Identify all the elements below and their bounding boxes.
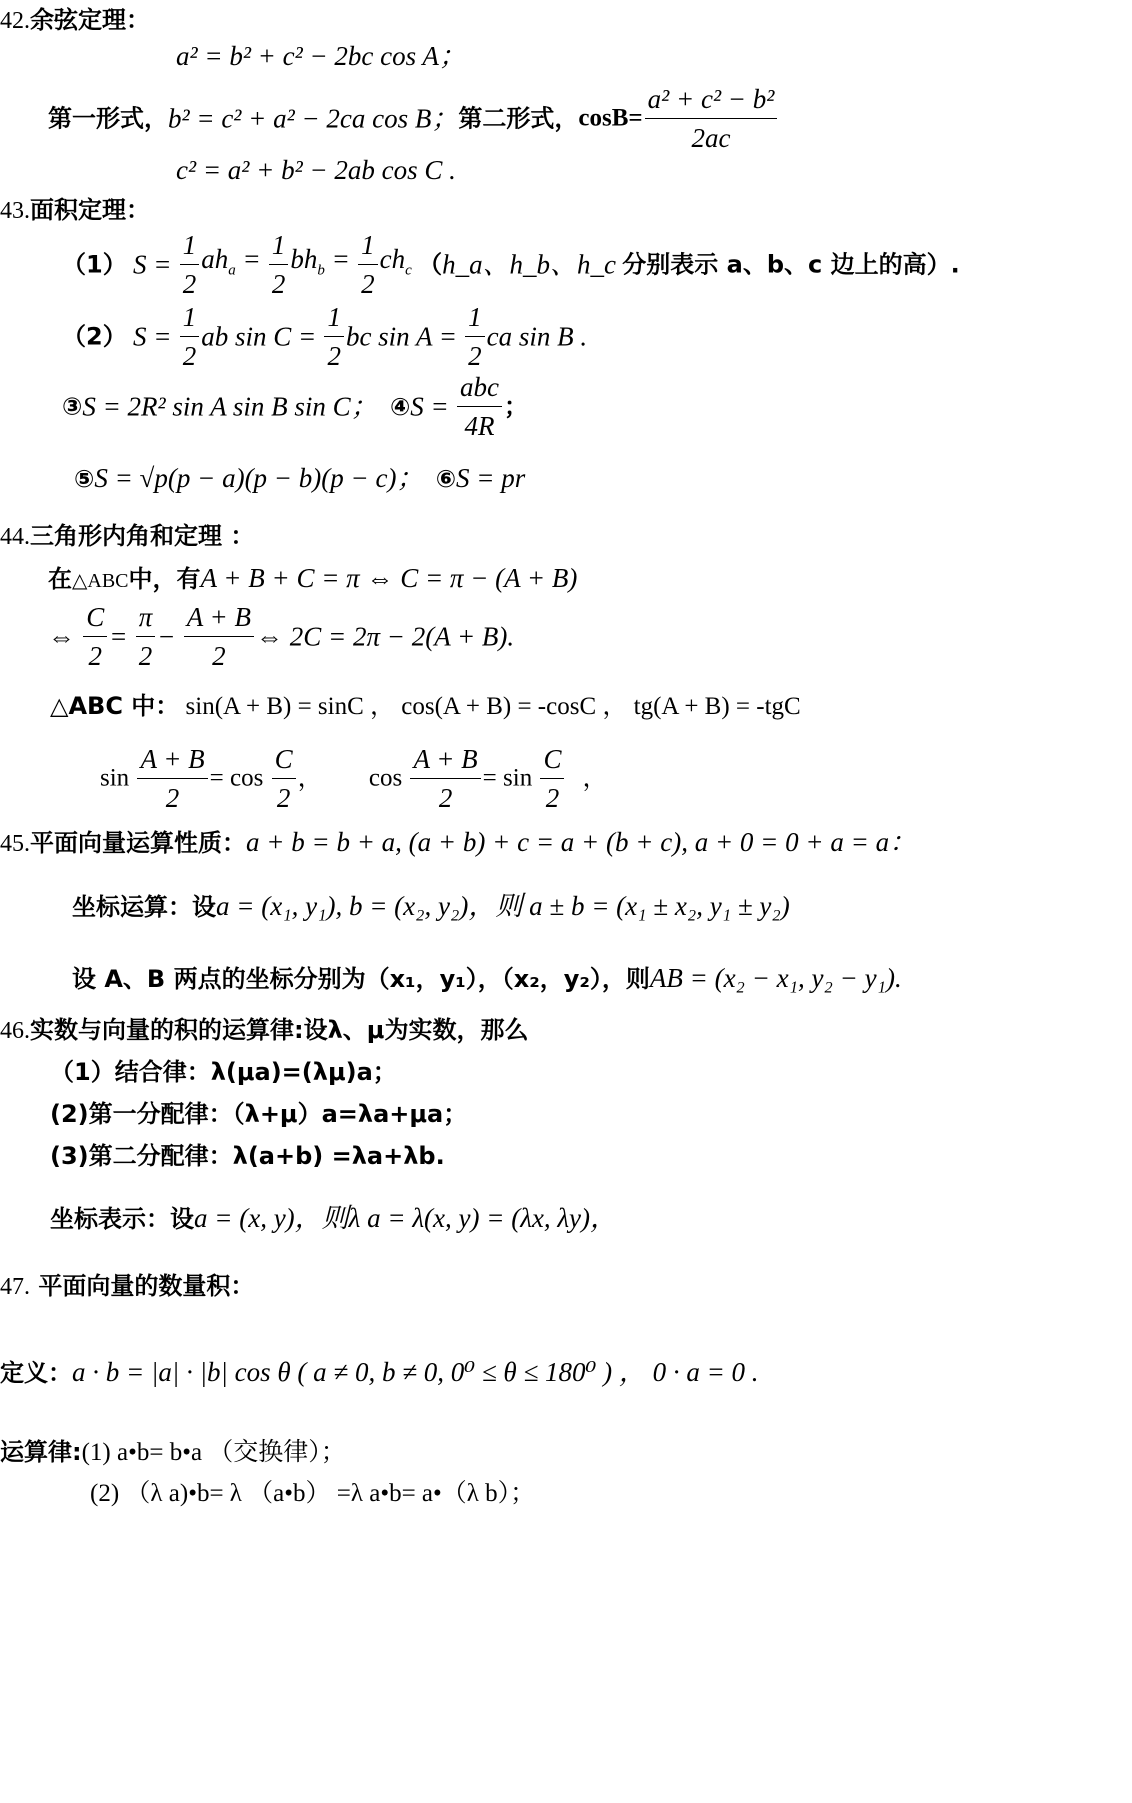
- points-label: 设 A、B 两点的坐标分别为（x₁，y₁），（x₂，y₂），则: [72, 965, 650, 993]
- angle-sum-line-3: [50, 690, 801, 723]
- coord-math: a = (x₁, y₁), b = (x₂, y₂)，则 a ± b = (x₁ ± x₂, y₁ ± y₂): [216, 891, 790, 921]
- section-45-heading: [0, 826, 916, 860]
- area-formula-2: （2） S = $\frac{1}{2}$ ab sin C = $\frac{1}{2}$ bc sin A = $\frac{1}{2}$ ca sin B .: [62, 298, 587, 374]
- fraction-numerator: abc: [457, 368, 502, 407]
- cosB-label: cosB=: [578, 104, 643, 132]
- fraction-denominator: 2: [276, 783, 291, 813]
- area-formula-3-4: ③S = 2R² sin A sin B sin C； ④S = $\frac{\text{abc}}{4R}$ ；: [62, 368, 528, 448]
- form2-label: 第二形式，: [458, 104, 579, 133]
- cosine-law-b-row: [48, 80, 779, 153]
- item-label: （1）: [62, 250, 127, 279]
- angle-sum-end: ⇔ 2C = 2π − 2(A + B).: [255, 621, 515, 652]
- points-math: AB = (x₂ − x₁, y₂ − y₁).: [649, 963, 902, 993]
- scalar-coord-representation: [50, 1202, 617, 1236]
- section-44-heading: [0, 520, 254, 553]
- law-label: 运算律:: [0, 1438, 82, 1466]
- cosine-law-c: c² = a² + b² − 2ab cos C .: [176, 155, 456, 185]
- cos-label: cos: [368, 764, 403, 792]
- section-number: 46.: [0, 1018, 30, 1044]
- area-formula-5-6: [74, 462, 525, 496]
- area-formula-6: S = pr: [456, 463, 526, 493]
- section-number: 43.: [0, 198, 30, 224]
- angle-sum-line-4: sin $\frac{A + B}{2}$ = cos $\frac{C}{2}$ ， cos $\frac{A + B}{2}$ = sin $\frac{C}{2}$ ，: [100, 740, 607, 820]
- heights-text: 分别表示 a、b、c 边上的高）.: [622, 250, 960, 279]
- area-formula-1: （1） S = $\frac{1}{2}$ $ah_a$ = $\frac{1}{2}$ $bh_b$ = $\frac{1}{2}$ $ch_c$ （h_a、h_b、h_c 分别表示 a、b、c 边上的高）.: [62, 226, 960, 302]
- cosine-law-a: a² = b² + c² − 2bc cos A；: [176, 41, 466, 71]
- fraction-numerator: a² + c² − b²: [645, 80, 778, 119]
- fraction-numerator: C: [272, 740, 296, 779]
- vector-properties: a + b = b + a, (a + b) + c = a + (b + c), a + 0 = 0 + a = a：: [246, 827, 917, 857]
- item-label: ⑥: [435, 465, 457, 493]
- cosine-law-b: b² = c² + a² − 2ca cos B；: [168, 103, 459, 134]
- herons-formula: S = √p(p − a)(p − b)(p − c)；: [94, 463, 424, 493]
- item-label: ⑤: [74, 465, 95, 493]
- section-42-heading: [0, 4, 150, 37]
- form1-label: 第一形式，: [48, 104, 168, 133]
- coord-math: a = (x, y)，则λ a = λ(x, y) = (λx, λy)，: [194, 1203, 618, 1233]
- section-title: 实数与向量的积的运算律:设λ、μ为实数，那么: [30, 1016, 529, 1044]
- section-number: 42.: [0, 8, 30, 34]
- fraction-denominator: 2: [165, 783, 180, 813]
- item-label: （2）: [62, 322, 127, 351]
- section-title: 平面向量运算性质：: [30, 829, 246, 857]
- section-title: 平面向量的数量积：: [38, 1272, 255, 1300]
- vector-AB-coords: [72, 962, 902, 996]
- note-open: （: [418, 250, 443, 279]
- def-math: a · b = |a| · |b| cos θ ( a ≠ 0, b ≠ 0, 0⁰ ≤ θ ≤ 180⁰ ) ， 0 · a = 0 .: [72, 1357, 759, 1387]
- fraction-denominator: 2ac: [691, 123, 731, 153]
- section-number: 44.: [0, 524, 30, 550]
- heights-note: h_a、h_b、h_c: [442, 249, 617, 280]
- vector-coord-operation: [72, 890, 790, 924]
- dot-product-definition: [0, 1356, 759, 1390]
- cosB-fraction: [645, 80, 778, 157]
- rule-distributive-2: (3)第二分配律：λ(a+b) =λa+λb.: [50, 1142, 445, 1170]
- item-label: ④: [389, 392, 411, 421]
- section-title: 余弦定理：: [30, 6, 150, 34]
- section-title: 三角形内角和定理 ：: [30, 522, 255, 550]
- section-47-heading: [0, 1270, 254, 1303]
- mid-text: 中，有: [128, 565, 201, 593]
- section-46-heading: [0, 1014, 528, 1047]
- section-title: 面积定理：: [30, 196, 150, 224]
- item-label: ③: [62, 392, 83, 421]
- angle-sum-line-1: [48, 562, 577, 597]
- fraction-numerator: A + B: [137, 740, 207, 779]
- law-commutative: (1) a•b= b•a （交换律）；: [81, 1439, 346, 1466]
- section-number: 45.: [0, 831, 30, 857]
- sin-label: sin: [100, 764, 130, 792]
- prefix: △ABC 中：: [50, 692, 180, 720]
- angle-sum-line-2: ⇔ $\frac{C}{2}$ = $\frac{\pi}{2}$ − $\frac{A + B}{2}$ ⇔ 2C = 2π − 2(A + B).: [48, 598, 514, 674]
- triangle-label: △ABC: [72, 570, 129, 592]
- section-43-heading: [0, 194, 150, 227]
- def-label: 定义：: [0, 1359, 72, 1387]
- dot-product-law-1: [0, 1436, 346, 1469]
- area-formula-3: S = 2R² sin A sin B sin C；: [82, 391, 378, 422]
- section-number: 47.: [0, 1274, 30, 1300]
- trig-identities: sin(A + B) = sinC ， cos(A + B) = -cosC ， tg(A + B) = -tgC: [185, 693, 801, 720]
- coord-label: 坐标运算：设: [72, 893, 216, 921]
- fraction-denominator: 4R: [464, 411, 495, 441]
- angle-sum-equation: A + B + C = π ⇔ C = π − (A + B): [200, 563, 578, 593]
- coord-label: 坐标表示：设: [50, 1205, 194, 1233]
- rule-distributive-1: (2)第一分配律：（λ+μ）a=λa+μa；: [50, 1100, 468, 1128]
- prefix: 在: [48, 565, 72, 593]
- rule-associative: （1）结合律：λ(μa)=(λμ)a；: [50, 1058, 397, 1086]
- dot-product-law-2: (2) （λ a)•b= λ （a•b） =λ a•b= a•（λ b）；: [90, 1480, 536, 1507]
